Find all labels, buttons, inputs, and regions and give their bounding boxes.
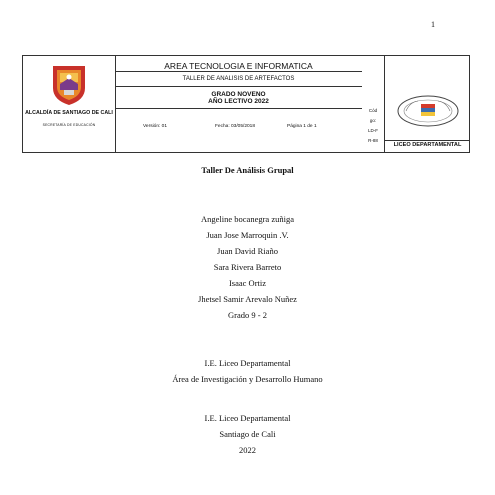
author-name: Jhetsel Samir Arevalo Nuñez <box>198 294 297 304</box>
page-label: Página 1 de 1 <box>287 124 317 129</box>
page-number: 1 <box>431 20 435 29</box>
institution-name: I.E. Liceo Departamental <box>204 358 291 368</box>
school-year-heading: AÑO LECTIVO 2022 <box>208 98 269 105</box>
alcaldia-name: ALCALDÍA DE SANTIAGO DE CALI <box>25 110 113 116</box>
footer-institution: I.E. Liceo Departamental <box>204 413 291 423</box>
workshop-subtitle: TALLER DE ANALISIS DE ARTEFACTOS <box>182 76 295 82</box>
author-name: Juan Jose Marroquin .V. <box>206 230 289 240</box>
document-header-table <box>22 55 470 153</box>
alcaldia-logo-cell <box>23 56 116 152</box>
alcaldia-seal-logo <box>49 64 89 106</box>
code-line: R-88 <box>368 138 378 143</box>
header-divider <box>115 86 362 87</box>
code-cell <box>362 56 384 152</box>
liceo-logo-cell <box>384 56 470 152</box>
header-divider <box>115 71 362 72</box>
alcaldia-subtitle: SECRETARÍA DE EDUCACIÓN <box>42 123 96 127</box>
author-name: Angeline bocanegra zuñiga <box>201 214 294 224</box>
grade-text: Grado 9 - 2 <box>228 310 267 320</box>
institution-area: Área de Investigación y Desarrollo Humano <box>172 374 323 384</box>
version-label: Versión: 01 <box>143 124 168 129</box>
header-divider <box>115 108 362 109</box>
document-title: Taller De Análisis Grupal <box>201 165 294 175</box>
liceo-seal-logo <box>396 94 460 128</box>
code-line: Cód <box>368 108 378 113</box>
author-name: Juan David Riaño <box>217 246 278 256</box>
liceo-label: LICEO DEPARTAMENTAL <box>393 142 462 148</box>
footer-year: 2022 <box>239 445 256 455</box>
header-divider <box>385 140 470 141</box>
author-name: Isaac Ortiz <box>228 278 267 288</box>
grade-heading: GRADO NOVENO <box>211 91 266 98</box>
area-title: AREA TECNOLOGIA E INFORMATICA <box>164 61 313 71</box>
code-line: go: <box>369 118 377 123</box>
author-name: Sara Rivera Barreto <box>213 262 282 272</box>
footer-city: Santiago de Cali <box>219 429 276 439</box>
code-line: LD-F <box>368 128 378 133</box>
header-middle-cell <box>115 56 362 152</box>
date-label: Fecha: 03/05/2018 <box>215 124 256 129</box>
